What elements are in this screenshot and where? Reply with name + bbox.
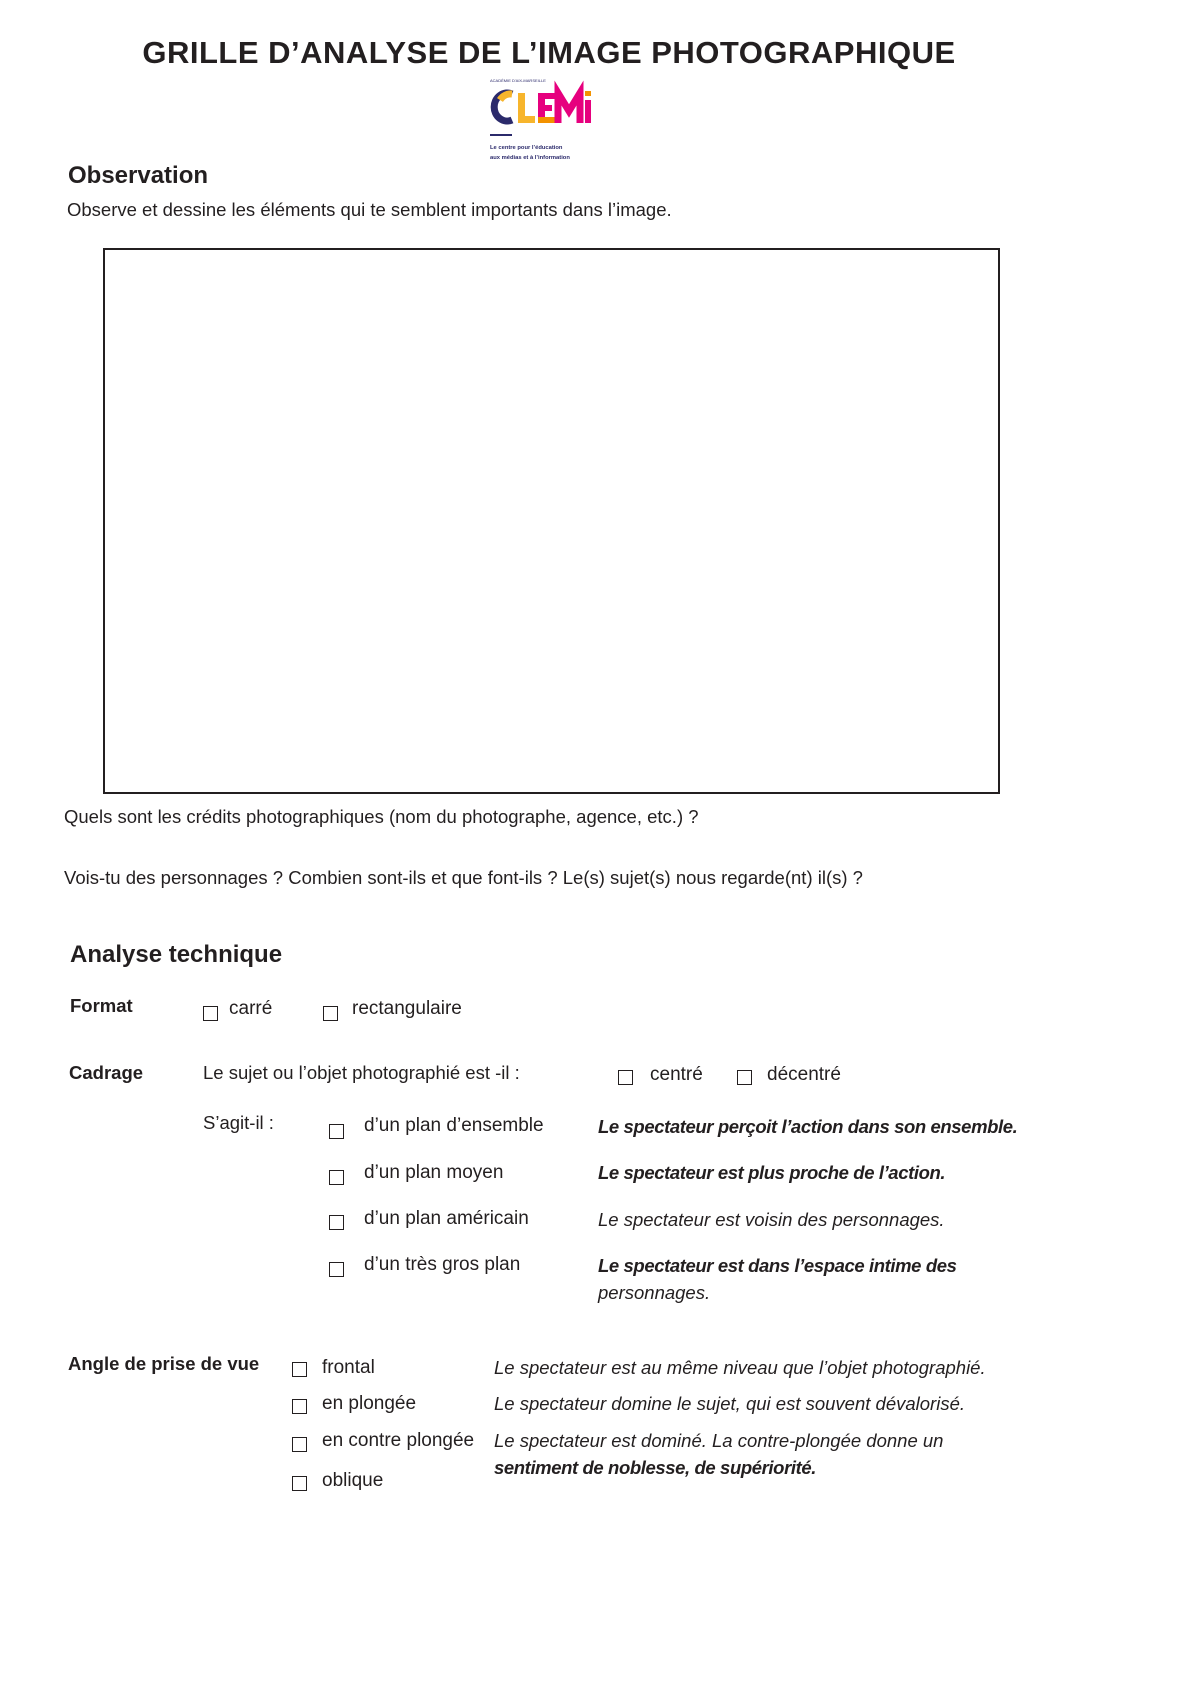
analyse-heading: Analyse technique [70,941,283,968]
cadrage-centre-checkbox[interactable] [618,1070,633,1085]
cadrage-question: Le sujet ou l’objet photographié est -il : [203,1062,520,1083]
plan-tres-gros-desc: Le spectateur est dans l’espace intime des [598,1255,957,1276]
plan-tres-gros-label: d’un très gros plan [364,1254,521,1275]
angle-frontal-desc: Le spectateur est au même niveau que l’objet photographié. [494,1357,986,1378]
plan-ensemble-checkbox[interactable] [329,1124,344,1139]
clemi-logo [488,76,612,164]
cadrage-label: Cadrage [69,1062,144,1083]
plan-ensemble-label: d’un plan d’ensemble [364,1115,544,1136]
logo-top-text: ACADÉMIE D'AIX-MARSEILLE [490,78,546,83]
logo-tagline-2: aux médias et à l’information [490,155,570,161]
plan-tres-gros-desc-2: personnages. [598,1282,711,1303]
format-rectangulaire-label: rectangulaire [352,998,462,1019]
plan-americain-checkbox[interactable] [329,1215,344,1230]
plan-tres-gros-checkbox[interactable] [329,1262,344,1277]
logo-tagline-1: Le centre pour l’éducation [490,145,563,151]
plan-moyen-label: d’un plan moyen [364,1162,504,1183]
cadrage-centre-label: centré [650,1064,703,1085]
angle-frontal-checkbox[interactable] [292,1362,307,1377]
format-carre-label: carré [229,998,273,1019]
plan-moyen-checkbox[interactable] [329,1170,344,1185]
angle-oblique-label: oblique [322,1470,384,1491]
cadrage-decentre-label: décentré [767,1064,841,1085]
drawing-area[interactable] [103,248,1000,794]
plan-ensemble-desc: Le spectateur perçoit l’action dans son ensemble. [598,1116,1018,1137]
plan-americain-desc: Le spectateur est voisin des personnages. [598,1209,945,1230]
plan-moyen-desc: Le spectateur est plus proche de l’action. [598,1162,946,1183]
format-rectangulaire-checkbox[interactable] [323,1006,338,1021]
angle-plongee-label: en plongée [322,1393,417,1414]
angle-contre-plongee-desc: Le spectateur est dominé. La contre-plongée donne un [494,1430,944,1451]
format-carre-checkbox[interactable] [203,1006,218,1021]
angle-frontal-label: frontal [322,1357,375,1378]
plan-question: S’agit-il : [203,1112,274,1133]
format-label: Format [70,995,133,1016]
angle-oblique-checkbox[interactable] [292,1476,307,1491]
angle-contre-plongee-label: en contre plongée [322,1430,475,1451]
credits-question: Quels sont les crédits photographiques (nom du photographe, agence, etc.) ? [64,806,699,827]
page-title: GRILLE D’ANALYSE DE L’IMAGE PHOTOGRAPHIQUE [142,35,956,70]
characters-question: Vois-tu des personnages ? Combien sont-ils et que font-ils ? Le(s) sujet(s) nous regarde(nt) il(s) ? [64,867,863,888]
cadrage-decentre-checkbox[interactable] [737,1070,752,1085]
observation-instruction: Observe et dessine les éléments qui te semblent importants dans l’image. [67,199,672,220]
plan-americain-label: d’un plan américain [364,1208,529,1229]
angle-plongee-checkbox[interactable] [292,1399,307,1414]
angle-label: Angle de prise de vue [68,1353,260,1374]
angle-plongee-desc: Le spectateur domine le sujet, qui est souvent dévalorisé. [494,1393,966,1414]
observation-heading: Observation [68,162,209,189]
angle-contre-plongee-checkbox[interactable] [292,1437,307,1452]
angle-contre-plongee-desc-2: sentiment de noblesse, de supériorité. [494,1457,817,1478]
